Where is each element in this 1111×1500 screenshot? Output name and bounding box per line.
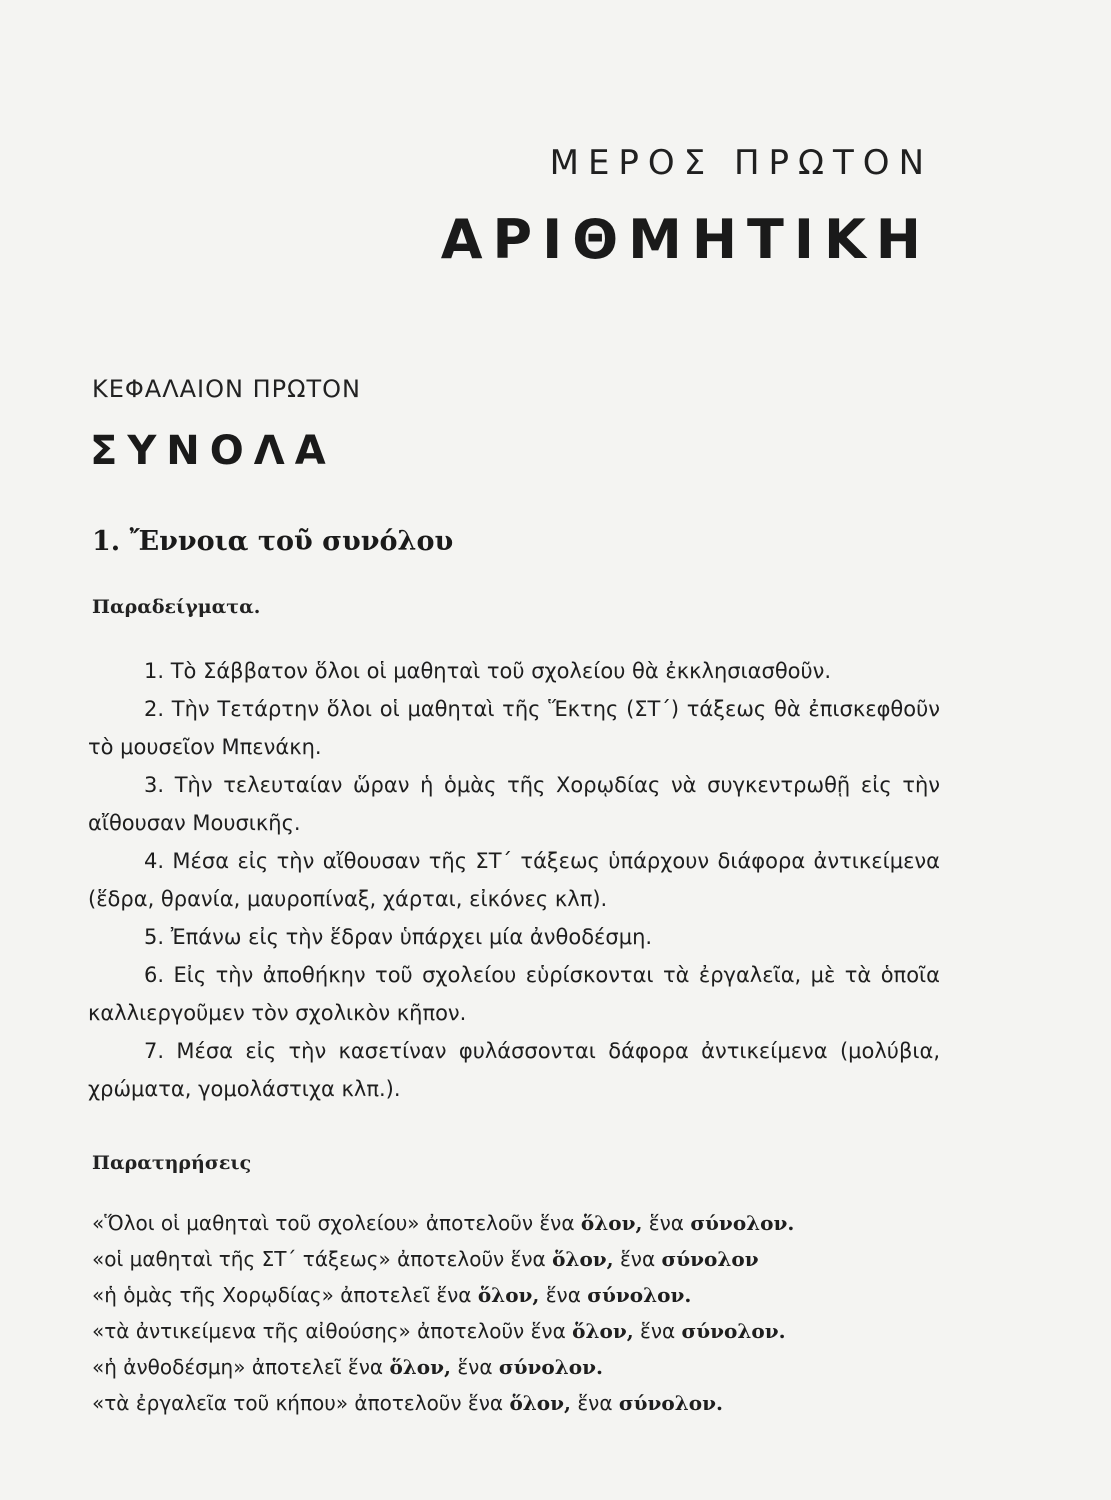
subject-title: ΑΡΙΘΜΗΤΙΚΗ: [440, 208, 931, 271]
remark-verb: ἀποτελεῖ ἕνα: [340, 1283, 472, 1307]
remark-line: [92, 1205, 952, 1241]
examples-list: [88, 652, 940, 1108]
chapter-title: ΣΥΝΟΛΑ: [90, 428, 336, 474]
remark-sep: ἕνα: [619, 1247, 656, 1271]
remark-set: σύνολον.: [587, 1283, 692, 1307]
remark-sep: ἕνα: [577, 1391, 613, 1415]
remark-set: σύνολον.: [498, 1355, 603, 1379]
remark-subject: «ἡ ἀνθοδέσμη»: [92, 1355, 246, 1379]
section-title: 1. Ἔννοια τοῦ συνόλου: [92, 526, 454, 557]
remarks-block: [92, 1205, 952, 1421]
part-title: ΜΕΡΟΣ ΠΡΩΤΟΝ: [549, 143, 933, 183]
remark-set: σύνολον.: [690, 1211, 795, 1235]
remark-whole: ὅλον,: [509, 1391, 571, 1415]
remark-verb: ἀποτελεῖ ἕνα: [251, 1355, 384, 1379]
remark-subject: «οἱ μαθηταὶ τῆς ΣΤ΄ τάξεως»: [92, 1247, 391, 1271]
remark-whole: ὅλον,: [477, 1283, 540, 1307]
remarks-heading: Παρατηρήσεις: [92, 1152, 252, 1174]
remark-verb: ἀποτελοῦν ἕνα: [417, 1319, 566, 1343]
remark-set: σύνολον: [661, 1247, 759, 1271]
remark-verb: ἀποτελοῦν ἕνα: [354, 1391, 504, 1415]
remark-line: [92, 1349, 952, 1385]
example-item: 2. Τὴν Τετάρτην ὅλοι οἱ μαθηταὶ τῆς Ἕκτης (ΣΤ΄) τάξεως θὰ ἐπισκεφθοῦν τὸ μουσεῖον Μπενάκη.: [88, 697, 940, 759]
remark-set: σύνολον.: [618, 1391, 723, 1415]
remark-line: [92, 1313, 952, 1349]
remark-subject: «ἡ ὁμὰς τῆς Χορῳδίας»: [92, 1283, 334, 1307]
example-item: 6. Εἰς τὴν ἀποθήκην τοῦ σχολείου εὑρίσκονται τὰ ἐργαλεῖα, μὲ τὰ ὁποῖα καλλιεργοῦμεν τὸν σχολικὸν κῆπον.: [88, 963, 940, 1025]
chapter-label: ΚΕΦΑΛΑΙΟΝ ΠΡΩΤΟΝ: [92, 375, 361, 403]
remark-verb: ἀποτελοῦν ἕνα: [397, 1247, 546, 1271]
remark-sep: ἕνα: [457, 1355, 493, 1379]
remark-sep: ἕνα: [648, 1211, 684, 1235]
example-item: 1. Τὸ Σάββατον ὅλοι οἱ μαθηταὶ τοῦ σχολείου θὰ ἐκκλησιασθοῦν.: [144, 659, 832, 683]
remark-subject: «Ὅλοι οἱ μαθηταὶ τοῦ σχολείου»: [92, 1211, 420, 1235]
remark-line: [92, 1277, 952, 1313]
remark-whole: ὅλον,: [552, 1247, 614, 1271]
example-item: 7. Μέσα εἰς τὴν κασετίναν φυλάσσονται δάφορα ἀντικείμενα (μολύβια, χρώματα, γομολάστιχα κλπ.).: [88, 1039, 940, 1101]
remark-sep: ἕνα: [545, 1283, 581, 1307]
remark-line: [92, 1385, 952, 1421]
remark-set: σύνολον.: [681, 1319, 786, 1343]
remark-whole: ὅλον,: [580, 1211, 643, 1235]
remark-whole: ὅλον,: [389, 1355, 451, 1379]
remark-sep: ἕνα: [640, 1319, 676, 1343]
remark-verb: ἀποτελοῦν ἕνα: [425, 1211, 575, 1235]
remark-line: [92, 1241, 952, 1277]
remark-whole: ὅλον,: [572, 1319, 634, 1343]
remark-subject: «τὰ ἀντικείμενα τῆς αἰθούσης»: [92, 1319, 411, 1343]
remark-subject: «τὰ ἐργαλεῖα τοῦ κήπου»: [92, 1391, 349, 1415]
examples-heading: Παραδείγματα.: [92, 596, 261, 618]
example-item: 4. Μέσα εἰς τὴν αἴθουσαν τῆς ΣΤ΄ τάξεως ὑπάρχουν διάφορα ἀντικείμενα (ἕδρα, θρανία, μαυροπίναξ, χάρται, εἰκόνες κλπ).: [88, 849, 940, 911]
example-item: 3. Τὴν τελευταίαν ὥραν ἡ ὁμὰς τῆς Χορῳδίας νὰ συγκεντρωθῇ εἰς τὴν αἴθουσαν Μουσικῆς.: [88, 773, 940, 835]
example-item: 5. Ἐπάνω εἰς τὴν ἕδραν ὑπάρχει μία ἀνθοδέσμη.: [144, 925, 653, 949]
